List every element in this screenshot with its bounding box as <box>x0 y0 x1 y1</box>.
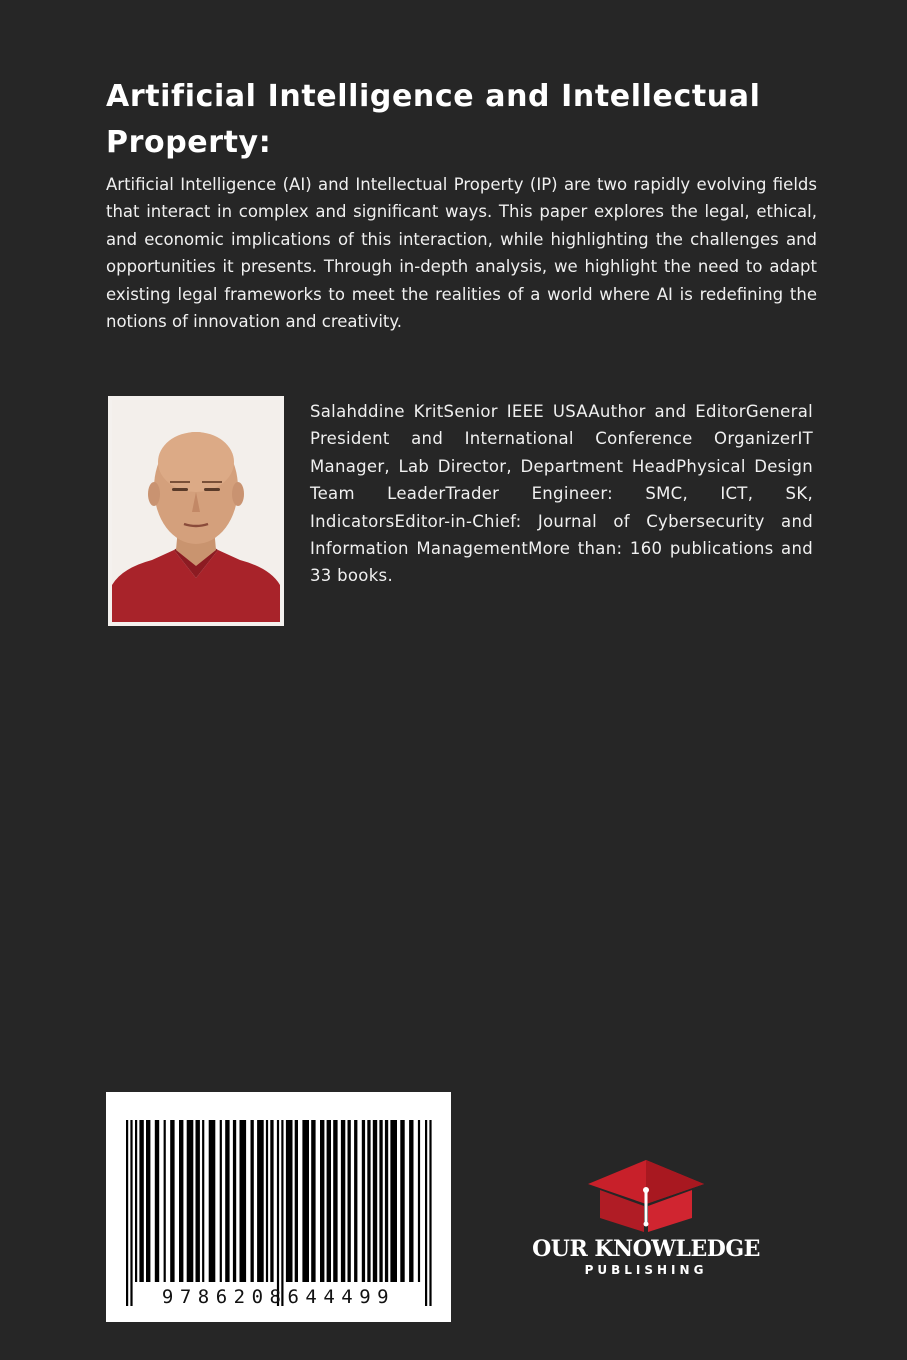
barcode-bar <box>209 1120 216 1282</box>
barcode-bar <box>409 1120 413 1282</box>
barcode-bar <box>418 1120 420 1282</box>
barcode-bar <box>257 1120 264 1282</box>
barcode-bar <box>202 1120 204 1282</box>
barcode-guard-bar <box>281 1120 283 1306</box>
barcode-bar <box>170 1120 174 1282</box>
barcode-bar <box>385 1120 388 1282</box>
barcode-bar <box>196 1120 200 1282</box>
book-summary: Artificial Intelligence (AI) and Intellectual Property (IP) are two rapidly evolving fields that interact in complex and significant ways. This paper explores the legal, ethical, and economic implications of this interaction, while highlighting the challenges and opportunities it presents. Through in-depth analysis, we highlight the need to adapt existing legal frameworks to meet the realities of a world where AI is redefining the notions of innovation and creativity. <box>106 175 817 332</box>
barcode-bar <box>233 1120 236 1282</box>
barcode-bar <box>362 1120 365 1282</box>
barcode-bar <box>270 1120 273 1282</box>
barcode-bar <box>155 1120 159 1282</box>
author-photo <box>108 396 284 626</box>
barcode-bar <box>135 1120 137 1282</box>
barcode-bar <box>354 1120 357 1282</box>
barcode-bar <box>240 1120 247 1282</box>
barcode-bar <box>266 1120 268 1282</box>
graduation-cap-book-icon <box>586 1160 706 1234</box>
barcode-bar <box>311 1120 315 1282</box>
barcode-guard-bar <box>429 1120 431 1306</box>
barcode-bar <box>164 1120 166 1282</box>
barcode-bar <box>179 1120 183 1282</box>
barcode-bar <box>146 1120 150 1282</box>
barcode-bar <box>333 1120 337 1282</box>
barcode-bar <box>225 1120 229 1282</box>
barcode-bar <box>341 1120 345 1282</box>
barcode-bar <box>302 1120 309 1282</box>
barcode-bar <box>286 1120 293 1282</box>
barcode-guard-bar <box>277 1120 279 1306</box>
publisher-name: OUR KNOWLEDGE <box>532 1236 760 1262</box>
barcode-bar <box>367 1120 370 1282</box>
book-title: Artificial Intelligence and Intellectual Property: <box>106 79 761 160</box>
author-bio: Salahddine KritSenior IEEE USAAuthor and EditorGeneral President and International Conference OrganizerIT Manager, Lab Director, Department HeadPhysical Design Team LeaderTrader Engineer: SMC, ICT, SK, IndicatorsEditor-in-Chief: Journal of Cybersecurity and Information ManagementMore than: 160 publications and 33 books. <box>310 402 813 586</box>
isbn-barcode <box>106 1092 451 1322</box>
barcode-bar <box>390 1120 397 1282</box>
barcode-bar <box>139 1120 143 1282</box>
barcode-bar <box>320 1120 324 1282</box>
publisher-tagline: PUBLISHING <box>584 1263 708 1277</box>
barcode-guard-bar <box>130 1120 132 1306</box>
barcode-bar <box>348 1120 351 1282</box>
barcode-bar <box>187 1120 194 1282</box>
barcode-bar <box>373 1120 377 1282</box>
barcode-bar <box>295 1120 298 1282</box>
barcode-bar <box>220 1120 222 1282</box>
barcode-bar <box>327 1120 331 1282</box>
barcode-bar <box>379 1120 382 1282</box>
isbn-number: 9786208644499 <box>161 1286 396 1308</box>
barcode-guard-bar <box>425 1120 427 1306</box>
barcode-guard-bar <box>126 1120 128 1306</box>
barcode-bar <box>251 1120 254 1282</box>
barcode-bar <box>400 1120 404 1282</box>
publisher-logo <box>528 1160 764 1280</box>
